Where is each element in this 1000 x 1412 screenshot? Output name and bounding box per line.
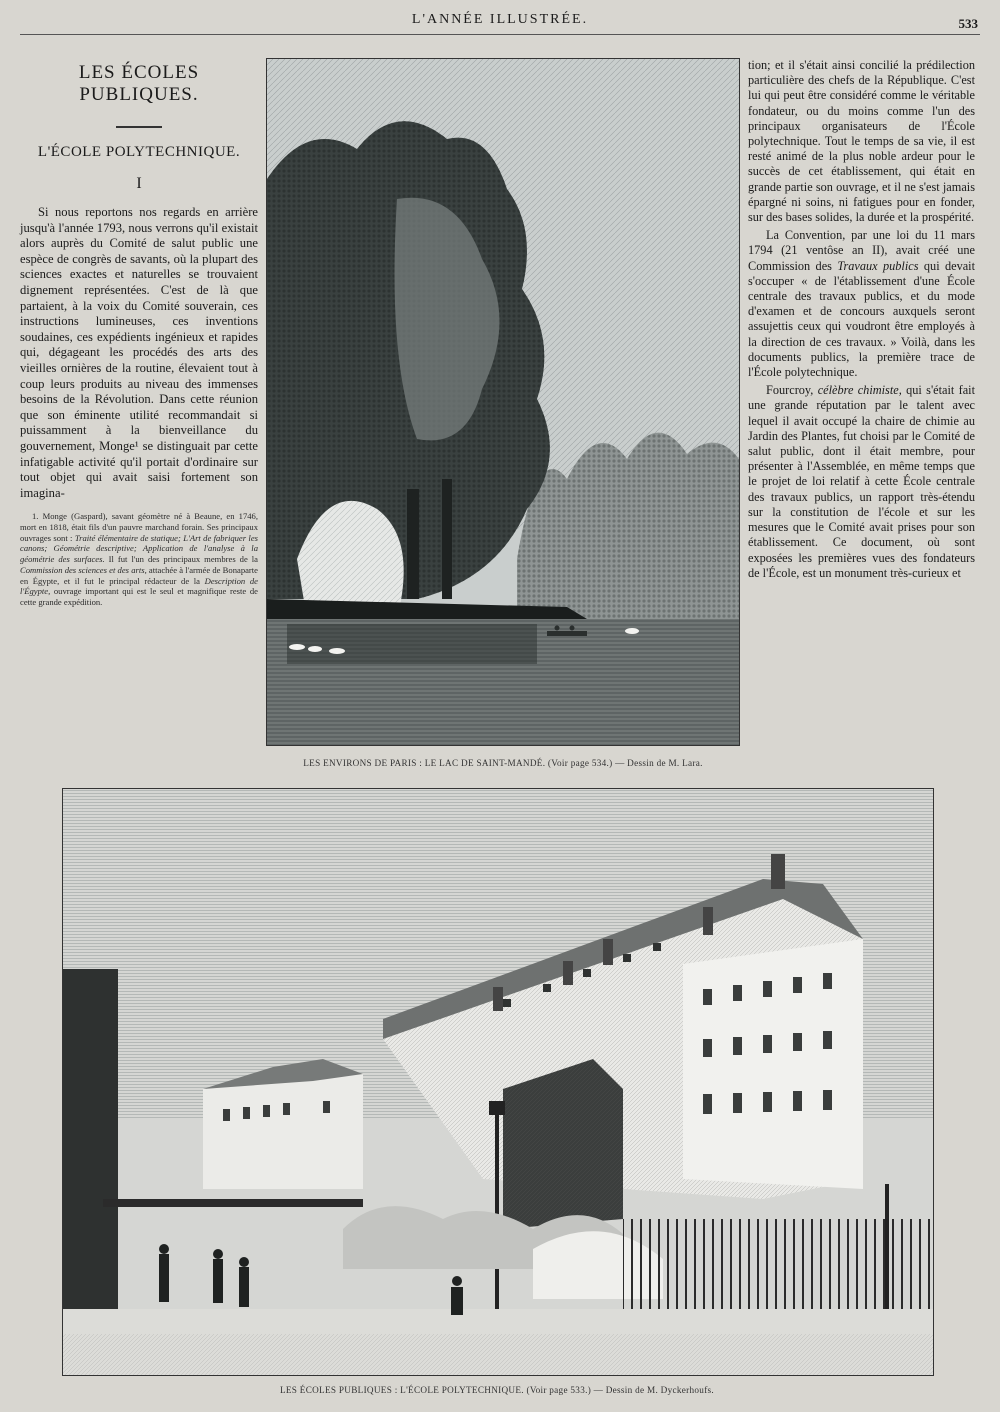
right-paragraph-2 xyxy=(748,228,975,380)
section-title: LES ÉCOLES PUBLIQUES. xyxy=(78,62,200,105)
page-header xyxy=(20,6,980,35)
right-paragraph-2-em: Travaux publics xyxy=(837,258,919,273)
article-paragraph: Si nous reportons nos regards en arrière jusqu'à l'année 1793, nous verrons qu'il existait alors auprès du Comité de salut public une espèce de congrès de savants, où la plupart des sciences exactes et naturelles se trouvaient dignement représentées. C'est de là que partaient, à la voix du Comité souverain, ces instructions lumineuses, ces inventions soudaines, ces expédients ingénieux et rapides qui, dégageant les procédés des arts des vieilles ornières de la routine, élevaient tout à coup leurs produits au niveau des immenses besoins de la Révolution. Dans cette réunion que son éminente utilité recommandait si puissamment à la bienveillance du gouvernement, Monge¹ se distinguait par cette infatigable activité qu'il portait d'ordinaire sur tout objet qui avait saisi fortement son imagina- xyxy=(20,205,258,500)
footnote-intro: 1. Monge (Gaspard), savant géomètre né à Beaune, en 1746, mort en 1818, était fils d'un pauvre marchand forain. Ses principaux ouvrages sont : xyxy=(20,511,258,543)
bottom-caption: LES ÉCOLES PUBLIQUES : L'ÉCOLE POLYTECHNIQUE. (Voir page 533.) — Dessin de M. Dyckerhoufs. xyxy=(279,1385,715,1395)
left-text-column xyxy=(20,58,258,616)
right-paragraph-1: tion; et il s'était ainsi concilié la prédilection particulière des chefs de la République. C'est lui qui peut être considéré comme le véritable fondateur, ou du moins comme l'un des principaux organisateurs de l'École polytechnique. Tout le temps de sa vie, il est resté animé de la plus noble ardeur pour le succès de cet établissement, qui était en grande partie son ouvrage, et il ne s'est jamais épargné ni soins, ni fatigues pour en fonder, sur des bases solides, la durée et la prospérité. xyxy=(748,58,975,225)
running-title: L'ANNÉE ILLUSTRÉE. xyxy=(411,12,589,27)
footnote-middle: Il fut l'un des principaux membres de la xyxy=(108,554,258,565)
footnote-works: Traité élémentaire de statique; L'Art de fabriquer les canons; Géométrie descriptive; Application de l'analyse à la géométrie des surfaces. xyxy=(20,532,258,565)
footnote-end: ouvrage important qui est le seul et magnifique reste de cette grande expédition. xyxy=(20,586,258,607)
lake-illustration xyxy=(266,58,740,746)
footnote-middle-2: attachée à l'armée de Bonaparte en Égypte, et il fut le principal rédacteur de la xyxy=(20,564,258,586)
footnote-description: Description de l'Égypte, xyxy=(20,575,258,597)
right-paragraph-3 xyxy=(748,383,975,581)
polytechnique-illustration xyxy=(62,788,934,1376)
right-text-column xyxy=(748,58,975,581)
article-title: L'ÉCOLE POLYTECHNIQUE. xyxy=(37,144,241,160)
right-paragraph-3-a: Fourcroy, xyxy=(766,383,814,398)
right-paragraph-3-em: célèbre chimiste, xyxy=(817,383,902,398)
title-rule xyxy=(116,126,162,128)
lake-engraving xyxy=(267,59,739,745)
right-paragraph-2-a: La Convention, par une loi du 11 mars 1794 (21 ventôse an II), avait créé une Commission des xyxy=(748,228,975,273)
right-paragraph-3-b: qui s'était fait une grande réputation par le talent avec lequel il avait occupé la chaire de chimie au Jardin des Plantes, fut choisi par le Comité de salut public, dont il était membre, pour présenter à l'Assemblée, en même temps que le projet de loi relatif à cette École centrale des travaux publics, un rapport très-étendu sur la constitution de l'école et sur les mesures que le Comité avait prises pour son établissement. Ce document, où sont exposées les premières vues des fondateurs de l'École, est un monument très-curieux et xyxy=(748,383,976,580)
footnote xyxy=(20,511,258,607)
right-paragraph-2-b: qui devait s'occuper « de l'établissement d'une École centrale des travaux publics, et du mode d'examen et de concours auxquels seront assujettis ceux qui voudront être employés à la direction de ces travaux. » Voilà, dans les documents publics, la première trace de l'École polytechnique. xyxy=(748,258,976,380)
top-caption: LES ENVIRONS DE PARIS : LE LAC DE SAINT-MANDÉ. (Voir page 534.) — Dessin de M. Lara. xyxy=(303,758,703,768)
footnote-commission: Commission des sciences et des arts, xyxy=(20,564,147,575)
chapter-number: I xyxy=(136,175,142,192)
page-number: 533 xyxy=(958,16,978,31)
polytechnique-engraving xyxy=(63,789,933,1375)
